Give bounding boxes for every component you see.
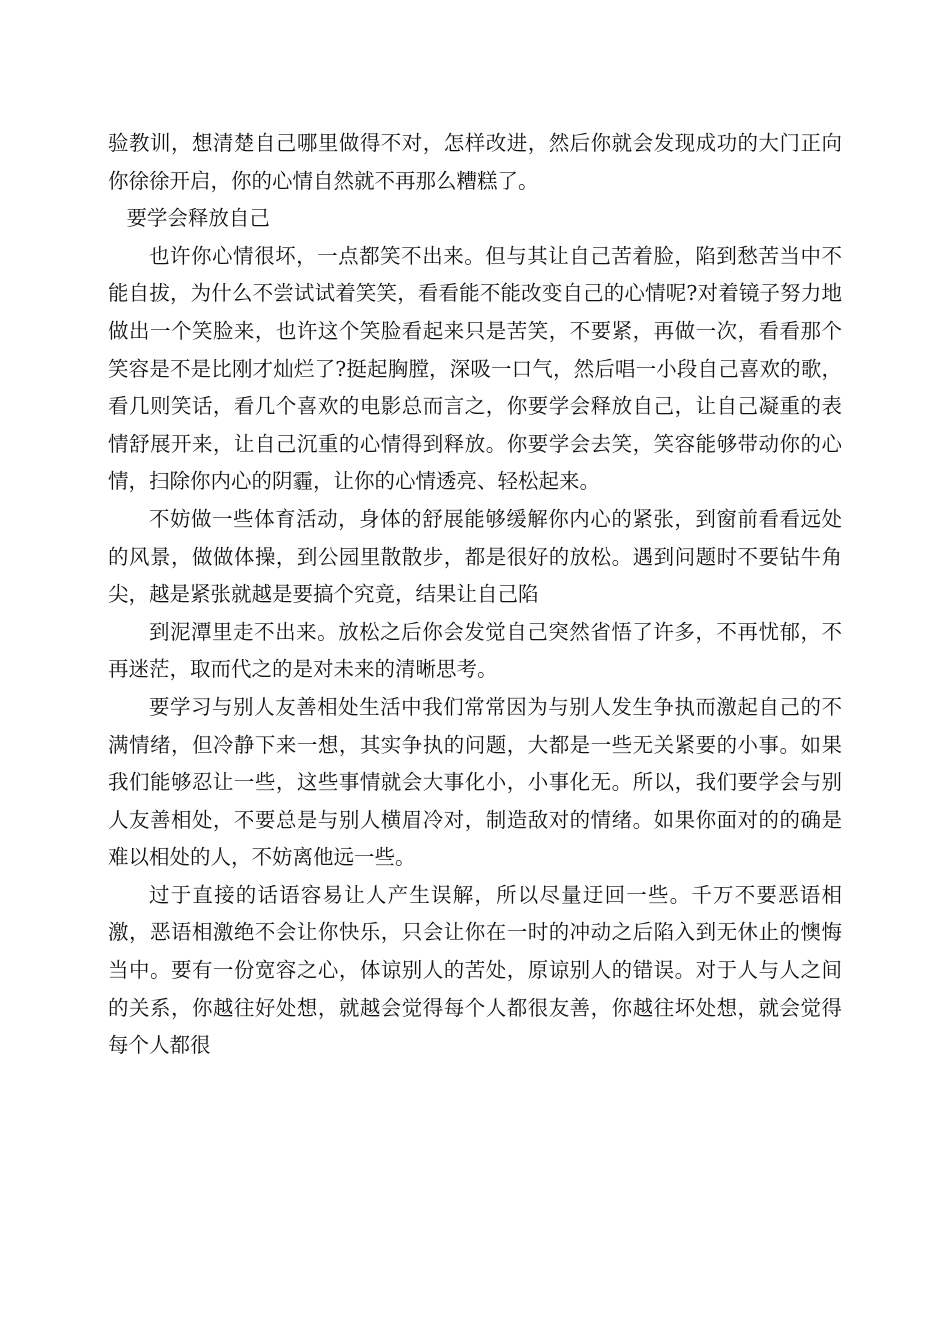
paragraph-continuation: 验教训，想清楚自己哪里做得不对，怎样改进，然后你就会发现成功的大门正向你徐徐开启，你的心情自然就不再那么糟糕了。 (108, 131, 842, 193)
paragraph: 到泥潭里走不出来。放松之后你会发觉自己突然省悟了许多，不再忧郁，不再迷茫，取而代之的是对未来的清晰思考。 (108, 619, 842, 682)
paragraph: 要学习与别人友善相处生活中我们常常因为与别人发生争执而激起自己的不满情绪，但冷静下来一想，其实争执的问题，大都是一些无关紧要的小事。如果我们能够忍让一些，这些事情就会大事化小，小事化无。所以，我们要学会与别人友善相处，不要总是与别人横眉冷对，制造敌对的情绪。如果你面对的的确是难以相处的人，不妨离他远一些。 (108, 694, 842, 870)
paragraph: 过于直接的话语容易让人产生误解，所以尽量迂回一些。千万不要恶语相激，恶语相激绝不会让你快乐，只会让你在一时的冲动之后陷入到无休止的懊悔当中。要有一份宽容之心，体谅别人的苦处，原谅别人的错误。对于人与人之间的关系，你越往好处想，就越会觉得每个人都很友善，你越往坏处想，就会觉得每个人都很 (108, 882, 842, 1058)
section-heading: 要学会释放自己 (126, 206, 270, 231)
paragraph: 不妨做一些体育活动，身体的舒展能够缓解你内心的紧张，到窗前看看远处的风景，做做体操，到公园里散散步，都是很好的放松。遇到问题时不要钻牛角尖，越是紧张就越是要搞个究竟，结果让自己陷 (108, 506, 842, 607)
document-page (108, 125, 842, 1065)
paragraph: 也许你心情很坏，一点都笑不出来。但与其让自己苦着脸，陷到愁苦当中不能自拔，为什么不尝试试着笑笑，看看能不能改变自己的心情呢?对着镜子努力地做出一个笑脸来，也许这个笑脸看起来只是苦笑，不要紧，再做一次，看看那个笑容是不是比刚才灿烂了?挺起胸膛，深吸一口气，然后唱一小段自己喜欢的歌，看几则笑话，看几个喜欢的电影总而言之，你要学会释放自己，让自己凝重的表情舒展开来，让自己沉重的心情得到释放。你要学会去笑，笑容能够带动你的心情，扫除你内心的阴霾，让你的心情透亮、轻松起来。 (108, 243, 842, 494)
